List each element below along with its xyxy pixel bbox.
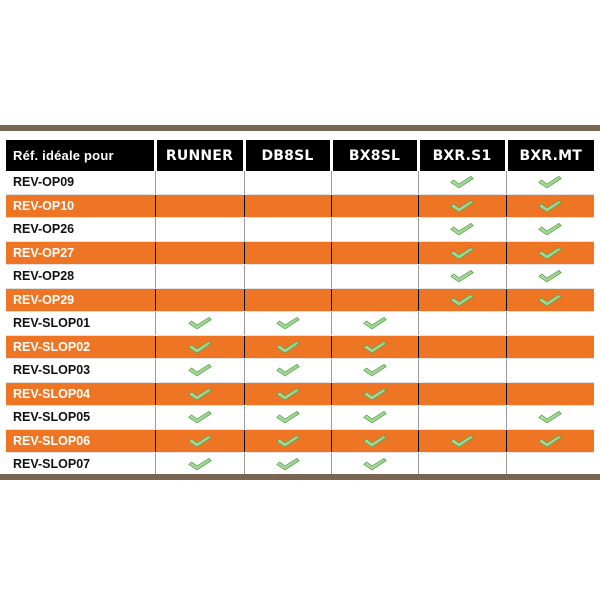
compat-cell bbox=[155, 288, 244, 312]
product-header-runner: RUNNER bbox=[155, 140, 244, 171]
compat-cell bbox=[506, 382, 594, 406]
checkmark-icon bbox=[538, 199, 562, 213]
compat-cell bbox=[506, 335, 594, 359]
checkmark-icon bbox=[538, 269, 562, 283]
row-ref-label: REV-SLOP05 bbox=[6, 406, 155, 430]
ref-column-header: Réf. idéale pour bbox=[6, 140, 155, 171]
compat-cell bbox=[155, 359, 244, 383]
checkmark-icon bbox=[450, 269, 474, 283]
table-row bbox=[6, 312, 594, 336]
table-row bbox=[6, 359, 594, 383]
compat-cell bbox=[244, 241, 331, 265]
compat-cell bbox=[244, 359, 331, 383]
compat-cell bbox=[418, 406, 506, 430]
checkmark-icon bbox=[188, 340, 212, 354]
checkmark-icon bbox=[363, 387, 387, 401]
compat-cell bbox=[506, 288, 594, 312]
compat-cell bbox=[331, 359, 418, 383]
checkmark-icon bbox=[276, 434, 300, 448]
compat-cell bbox=[155, 218, 244, 242]
compatibility-table bbox=[6, 140, 594, 477]
compat-cell bbox=[506, 194, 594, 218]
product-header-bxr-mt: BXR.MT bbox=[506, 140, 594, 171]
compat-cell bbox=[418, 265, 506, 289]
checkmark-icon bbox=[188, 457, 212, 471]
compat-cell bbox=[155, 194, 244, 218]
compat-cell bbox=[418, 382, 506, 406]
table-row bbox=[6, 288, 594, 312]
compat-cell bbox=[244, 429, 331, 453]
table-row bbox=[6, 406, 594, 430]
compat-cell bbox=[418, 359, 506, 383]
compat-cell bbox=[331, 194, 418, 218]
row-ref-label: REV-OP26 bbox=[6, 218, 155, 242]
table-row bbox=[6, 335, 594, 359]
compat-cell bbox=[155, 406, 244, 430]
compat-cell bbox=[331, 429, 418, 453]
compat-cell bbox=[244, 335, 331, 359]
compat-cell bbox=[506, 265, 594, 289]
compat-cell bbox=[155, 429, 244, 453]
compat-cell bbox=[155, 312, 244, 336]
checkmark-icon bbox=[450, 293, 474, 307]
table-body bbox=[6, 171, 594, 476]
compat-cell bbox=[506, 406, 594, 430]
compat-cell bbox=[418, 288, 506, 312]
checkmark-icon bbox=[450, 199, 474, 213]
table-header bbox=[6, 140, 594, 171]
compat-cell bbox=[155, 241, 244, 265]
compat-cell bbox=[244, 406, 331, 430]
checkmark-icon bbox=[188, 363, 212, 377]
compat-cell bbox=[331, 453, 418, 477]
compat-cell bbox=[155, 171, 244, 194]
row-ref-label: REV-SLOP02 bbox=[6, 335, 155, 359]
table-row bbox=[6, 265, 594, 289]
checkmark-icon bbox=[538, 410, 562, 424]
compat-cell bbox=[244, 288, 331, 312]
compat-cell bbox=[155, 453, 244, 477]
row-ref-label: REV-SLOP07 bbox=[6, 453, 155, 477]
compat-cell bbox=[331, 241, 418, 265]
table-row bbox=[6, 194, 594, 218]
checkmark-icon bbox=[363, 410, 387, 424]
compat-cell bbox=[244, 265, 331, 289]
table-row bbox=[6, 382, 594, 406]
compat-cell bbox=[506, 218, 594, 242]
checkmark-icon bbox=[538, 222, 562, 236]
checkmark-icon bbox=[450, 246, 474, 260]
checkmark-icon bbox=[450, 434, 474, 448]
row-ref-label: REV-SLOP04 bbox=[6, 382, 155, 406]
checkmark-icon bbox=[188, 434, 212, 448]
row-ref-label: REV-OP27 bbox=[6, 241, 155, 265]
row-ref-label: REV-SLOP06 bbox=[6, 429, 155, 453]
compat-cell bbox=[155, 335, 244, 359]
compat-cell bbox=[331, 312, 418, 336]
compat-cell bbox=[331, 171, 418, 194]
row-ref-label: REV-OP09 bbox=[6, 171, 155, 194]
checkmark-icon bbox=[450, 222, 474, 236]
checkmark-icon bbox=[188, 316, 212, 330]
compat-cell bbox=[155, 265, 244, 289]
checkmark-icon bbox=[276, 410, 300, 424]
compat-cell bbox=[418, 312, 506, 336]
compat-cell bbox=[331, 265, 418, 289]
checkmark-icon bbox=[363, 316, 387, 330]
compat-cell bbox=[244, 194, 331, 218]
compat-cell bbox=[506, 453, 594, 477]
checkmark-icon bbox=[538, 293, 562, 307]
bottom-divider bbox=[0, 474, 600, 480]
header-row bbox=[6, 140, 594, 171]
compat-cell bbox=[244, 453, 331, 477]
row-ref-label: REV-OP28 bbox=[6, 265, 155, 289]
compat-cell bbox=[506, 241, 594, 265]
checkmark-icon bbox=[188, 387, 212, 401]
compat-cell bbox=[155, 382, 244, 406]
table-row bbox=[6, 241, 594, 265]
table-row bbox=[6, 453, 594, 477]
checkmark-icon bbox=[450, 175, 474, 189]
compat-cell bbox=[331, 218, 418, 242]
checkmark-icon bbox=[363, 340, 387, 354]
product-header-bx8sl: BX8SL bbox=[331, 140, 418, 171]
checkmark-icon bbox=[276, 316, 300, 330]
checkmark-icon bbox=[538, 175, 562, 189]
checkmark-icon bbox=[363, 457, 387, 471]
compat-cell bbox=[244, 218, 331, 242]
compat-cell bbox=[506, 429, 594, 453]
checkmark-icon bbox=[363, 434, 387, 448]
compat-cell bbox=[244, 171, 331, 194]
compat-cell bbox=[506, 312, 594, 336]
table-row bbox=[6, 429, 594, 453]
compat-cell bbox=[331, 406, 418, 430]
row-ref-label: REV-SLOP03 bbox=[6, 359, 155, 383]
compat-cell bbox=[244, 382, 331, 406]
checkmark-icon bbox=[276, 340, 300, 354]
checkmark-icon bbox=[188, 410, 212, 424]
top-divider bbox=[0, 125, 600, 131]
compat-cell bbox=[331, 335, 418, 359]
compat-cell bbox=[418, 194, 506, 218]
checkmark-icon bbox=[538, 434, 562, 448]
compat-cell bbox=[418, 429, 506, 453]
table-row bbox=[6, 171, 594, 194]
checkmark-icon bbox=[363, 363, 387, 377]
compat-cell bbox=[506, 359, 594, 383]
checkmark-icon bbox=[538, 246, 562, 260]
compat-cell bbox=[418, 453, 506, 477]
row-ref-label: REV-OP10 bbox=[6, 194, 155, 218]
row-ref-label: REV-SLOP01 bbox=[6, 312, 155, 336]
compat-cell bbox=[418, 241, 506, 265]
table-row bbox=[6, 218, 594, 242]
checkmark-icon bbox=[276, 387, 300, 401]
compat-cell bbox=[418, 171, 506, 194]
checkmark-icon bbox=[276, 457, 300, 471]
checkmark-icon bbox=[276, 363, 300, 377]
compat-cell bbox=[418, 218, 506, 242]
compat-cell bbox=[331, 288, 418, 312]
product-header-db8sl: DB8SL bbox=[244, 140, 331, 171]
product-header-bxr-s1: BXR.S1 bbox=[418, 140, 506, 171]
compat-cell bbox=[418, 335, 506, 359]
compat-cell bbox=[506, 171, 594, 194]
compat-cell bbox=[244, 312, 331, 336]
row-ref-label: REV-OP29 bbox=[6, 288, 155, 312]
compat-cell bbox=[331, 382, 418, 406]
